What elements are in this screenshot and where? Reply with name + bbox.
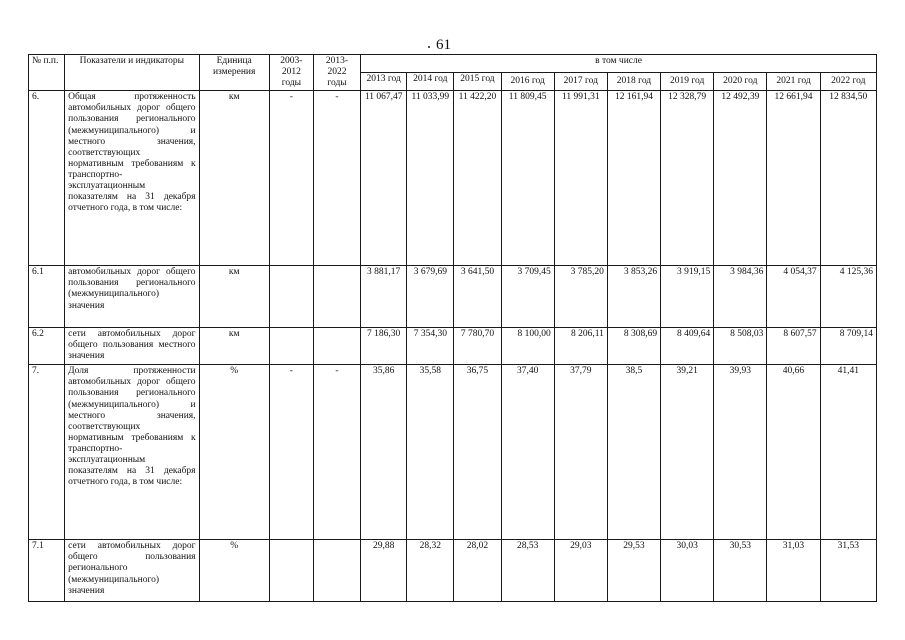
page-number: 61 xyxy=(436,37,451,53)
row-value: 8 508,03 xyxy=(714,328,767,365)
row-value: 12 492,39 xyxy=(714,91,767,266)
row-value: 31,03 xyxy=(767,540,820,602)
row-value: 37,40 xyxy=(501,365,554,540)
row-value: 8 709,14 xyxy=(820,328,876,365)
row-value: 8 409,64 xyxy=(661,328,714,365)
row-value: 29,53 xyxy=(607,540,660,602)
row-value: 3 709,45 xyxy=(501,266,554,328)
row-value: 11 809,45 xyxy=(501,91,554,266)
row-indicator: сети автомобильных дорог общего пользования местного значения xyxy=(65,328,199,365)
row-period-2003-2012 xyxy=(269,540,313,602)
header-indicator: Показатели и индикаторы xyxy=(65,55,199,91)
row-value: 39,21 xyxy=(661,365,714,540)
row-value: 3 785,20 xyxy=(554,266,607,328)
row-period-2013-2022 xyxy=(313,540,360,602)
row-value: 11 033,99 xyxy=(407,91,454,266)
header-year: 2015 год xyxy=(454,73,501,91)
row-value: 12 661,94 xyxy=(767,91,820,266)
header-year: 2019 год xyxy=(661,73,714,91)
row-number: 7.1 xyxy=(29,540,65,602)
row-value: 31,53 xyxy=(820,540,876,602)
row-period-2003-2012 xyxy=(269,266,313,328)
row-value: 7 186,30 xyxy=(361,328,407,365)
header-year: 2020 год xyxy=(714,73,767,91)
row-value: 11 067,47 xyxy=(361,91,407,266)
row-value: 41,41 xyxy=(820,365,876,540)
row-period-2003-2012: - xyxy=(269,91,313,266)
row-value: 3 919,15 xyxy=(661,266,714,328)
header-including: в том числе xyxy=(361,55,877,73)
row-number: 6.1 xyxy=(29,266,65,328)
row-value: 35,86 xyxy=(361,365,407,540)
header-no: № п.п. xyxy=(29,55,65,91)
row-value: 11 422,20 xyxy=(454,91,501,266)
row-unit: км xyxy=(199,91,269,266)
header-year: 2013 год xyxy=(361,73,407,91)
row-value: 3 679,69 xyxy=(407,266,454,328)
table-row xyxy=(29,266,877,328)
row-value: 36,75 xyxy=(454,365,501,540)
row-value: 37,79 xyxy=(554,365,607,540)
header-year: 2016 год xyxy=(501,73,554,91)
row-value: 40,66 xyxy=(767,365,820,540)
row-value: 35,58 xyxy=(407,365,454,540)
row-period-2003-2012 xyxy=(269,328,313,365)
row-number: 6. xyxy=(29,91,65,266)
row-value: 8 308,69 xyxy=(607,328,660,365)
table-row xyxy=(29,365,877,540)
row-value: 29,03 xyxy=(554,540,607,602)
row-period-2013-2022: - xyxy=(313,91,360,266)
row-value: 30,53 xyxy=(714,540,767,602)
header-year: 2017 год xyxy=(554,73,607,91)
row-period-2013-2022: - xyxy=(313,365,360,540)
table-row xyxy=(29,540,877,602)
row-indicator: Доля протяженности автомобильных дорог общего пользования регионального (межмуниципального) и местного значения, соответствующих нормативным требованиям к транспортно-эксплуатационным показателям на 31 декабря отчетного года, в том числе: xyxy=(65,365,199,540)
table-row xyxy=(29,91,877,266)
row-value: 3 881,17 xyxy=(361,266,407,328)
row-value: 7 354,30 xyxy=(407,328,454,365)
row-value: 29,88 xyxy=(361,540,407,602)
row-indicator: Общая протяженность автомобильных дорог общего пользования регионального (межмуниципального) и местного значения, соответствующих нормативным требованиям к транспортно-эксплуатационным показателям на 31 декабря отчетного года, в том числе: xyxy=(65,91,199,266)
row-unit: км xyxy=(199,328,269,365)
header-2003-2012: 2003-2012 годы xyxy=(269,55,313,91)
row-value: 12 834,50 xyxy=(820,91,876,266)
row-value: 12 328,79 xyxy=(661,91,714,266)
row-period-2013-2022 xyxy=(313,328,360,365)
row-value: 12 161,94 xyxy=(607,91,660,266)
header-unit: Единица измерения xyxy=(199,55,269,91)
header-year: 2022 год xyxy=(820,73,876,91)
row-indicator: сети автомобильных дорог общего пользования регионального (межмуниципального) значения xyxy=(65,540,199,602)
header-year: 2018 год xyxy=(607,73,660,91)
row-period-2003-2012: - xyxy=(269,365,313,540)
row-period-2013-2022 xyxy=(313,266,360,328)
table-row xyxy=(29,328,877,365)
row-value: 39,93 xyxy=(714,365,767,540)
row-value: 4 125,36 xyxy=(820,266,876,328)
row-value: 3 641,50 xyxy=(454,266,501,328)
page-mark xyxy=(428,46,430,48)
row-value: 4 054,37 xyxy=(767,266,820,328)
row-value: 11 991,31 xyxy=(554,91,607,266)
row-value: 8 607,57 xyxy=(767,328,820,365)
header-year: 2014 год xyxy=(407,73,454,91)
row-number: 6.2 xyxy=(29,328,65,365)
row-number: 7. xyxy=(29,365,65,540)
row-value: 3 984,36 xyxy=(714,266,767,328)
row-unit: % xyxy=(199,365,269,540)
row-unit: км xyxy=(199,266,269,328)
row-value: 8 100,00 xyxy=(501,328,554,365)
row-value: 8 206,11 xyxy=(554,328,607,365)
row-value: 7 780,70 xyxy=(454,328,501,365)
row-unit: % xyxy=(199,540,269,602)
row-value: 30,03 xyxy=(661,540,714,602)
header-year: 2021 год xyxy=(767,73,820,91)
indicators-table xyxy=(28,54,877,602)
row-value: 28,02 xyxy=(454,540,501,602)
row-value: 38,5 xyxy=(607,365,660,540)
row-indicator: автомобильных дорог общего пользования регионального (межмуниципального) значения xyxy=(65,266,199,328)
row-value: 28,53 xyxy=(501,540,554,602)
row-value: 28,32 xyxy=(407,540,454,602)
row-value: 3 853,26 xyxy=(607,266,660,328)
header-row-1 xyxy=(29,55,877,73)
header-2013-2022: 2013-2022 годы xyxy=(313,55,360,91)
